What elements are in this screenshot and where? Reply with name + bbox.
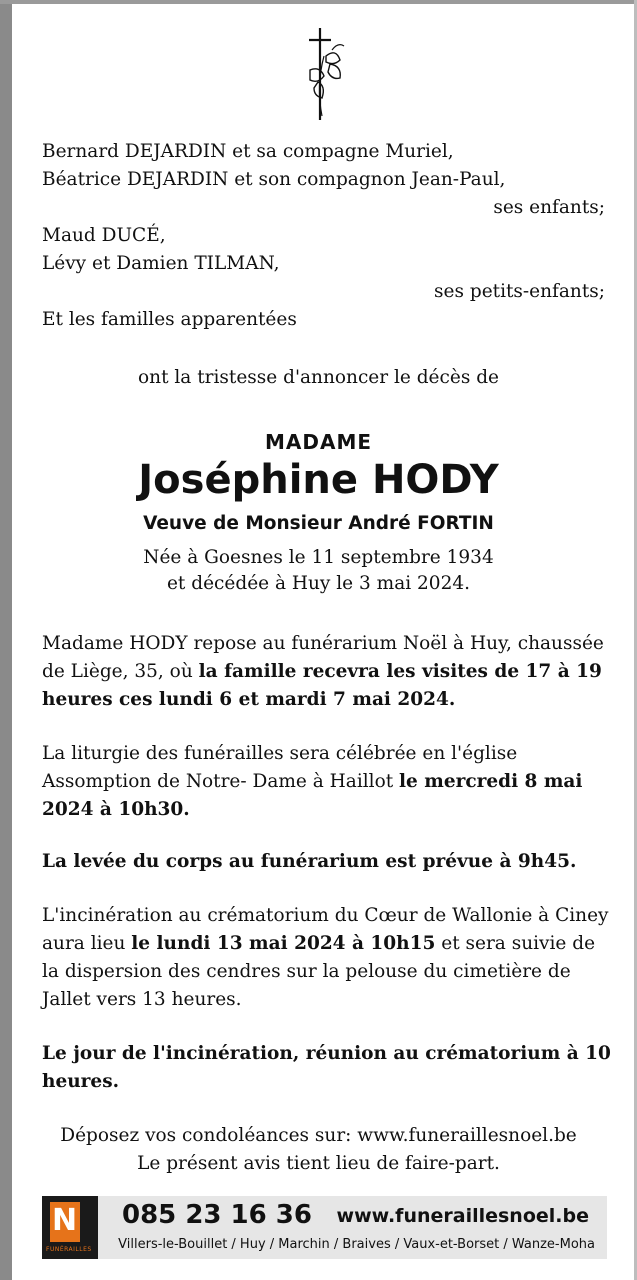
footer-banner xyxy=(42,1196,607,1259)
death-line: et décédée à Huy le 3 mai 2024. xyxy=(166,573,470,594)
deceased-name: Joséphine HODY xyxy=(138,457,499,503)
logo-letter: N xyxy=(52,1203,78,1238)
website-link[interactable]: www.funeraillesnoel.be xyxy=(336,1205,589,1227)
deceased-title: MADAME xyxy=(264,430,373,454)
liturgy-bold: le mercredi 8 mai 2024 à 10h30. xyxy=(42,771,583,820)
visits-text: Madame HODY repose au funérarium Noël à Huy, chaussée de Liège, 35, où xyxy=(42,633,604,682)
towns-bar xyxy=(102,1233,607,1259)
condolences-line: Déposez vos condoléances sur: www.funeraillesnoel.be xyxy=(60,1125,577,1146)
cremation-bold: le lundi 13 mai 2024 à 10h15 xyxy=(131,933,436,954)
birth-line: Née à Goesnes le 11 septembre 1934 xyxy=(143,547,494,568)
children-label: ses enfants; xyxy=(493,197,605,218)
page-border-left xyxy=(0,0,12,1280)
family-line-4: Lévy et Damien TILMAN, xyxy=(42,253,280,274)
liturgy-text: La liturgie des funérailles sera célébrée en l'église Assomption de Notre- Dame à Haillot xyxy=(42,743,518,792)
paragraph-cremation xyxy=(42,902,614,1014)
widow-line: Veuve de Monsieur André FORTIN xyxy=(143,513,494,534)
notice-line: Le présent avis tient lieu de faire-part. xyxy=(137,1153,500,1174)
cremation-text: L'incinération au crématorium du Cœur de Wallonie à Ciney aura lieu xyxy=(42,905,609,954)
family-line-2: Béatrice DEJARDIN et son compagnon Jean-Paul, xyxy=(42,169,506,190)
levee-bold: La levée du corps au funérarium est prévue à 9h45. xyxy=(42,851,577,872)
visits-bold: la famille recevra les visites de 17 à 19 heures ces lundi 6 et mardi 7 mai 2024. xyxy=(42,661,602,710)
logo-caption: FUNÉRAILLES xyxy=(46,1246,92,1253)
paragraph-liturgy xyxy=(42,740,614,824)
family-line-5: Et les familles apparentées xyxy=(42,309,297,330)
phone-number: 085 23 16 36 xyxy=(122,1200,312,1230)
paragraph-levee xyxy=(42,848,614,876)
family-line-3: Maud DUCÉ, xyxy=(42,225,166,246)
paragraph-reunion xyxy=(42,1040,614,1096)
page-border-top xyxy=(0,0,637,4)
cross-with-rose-icon xyxy=(296,26,350,122)
towns-list: Villers-le-Bouillet / Huy / Marchin / Braives / Vaux-et-Borset / Wanze-Moha xyxy=(118,1237,595,1252)
announcement: ont la tristesse d'annoncer le décès de xyxy=(138,367,499,388)
funeral-home-logo xyxy=(42,1196,98,1259)
paragraph-visits xyxy=(42,630,614,714)
family-line-1: Bernard DEJARDIN et sa compagne Muriel, xyxy=(42,141,454,162)
grandchildren-label: ses petits-enfants; xyxy=(434,281,605,302)
cremation-text-end: et sera suivie de la dispersion des cendres sur la pelouse du cimetière de Jallet vers 13 heures. xyxy=(42,933,596,1010)
reunion-bold: Le jour de l'incinération, réunion au crématorium à 10 heures. xyxy=(42,1043,611,1092)
